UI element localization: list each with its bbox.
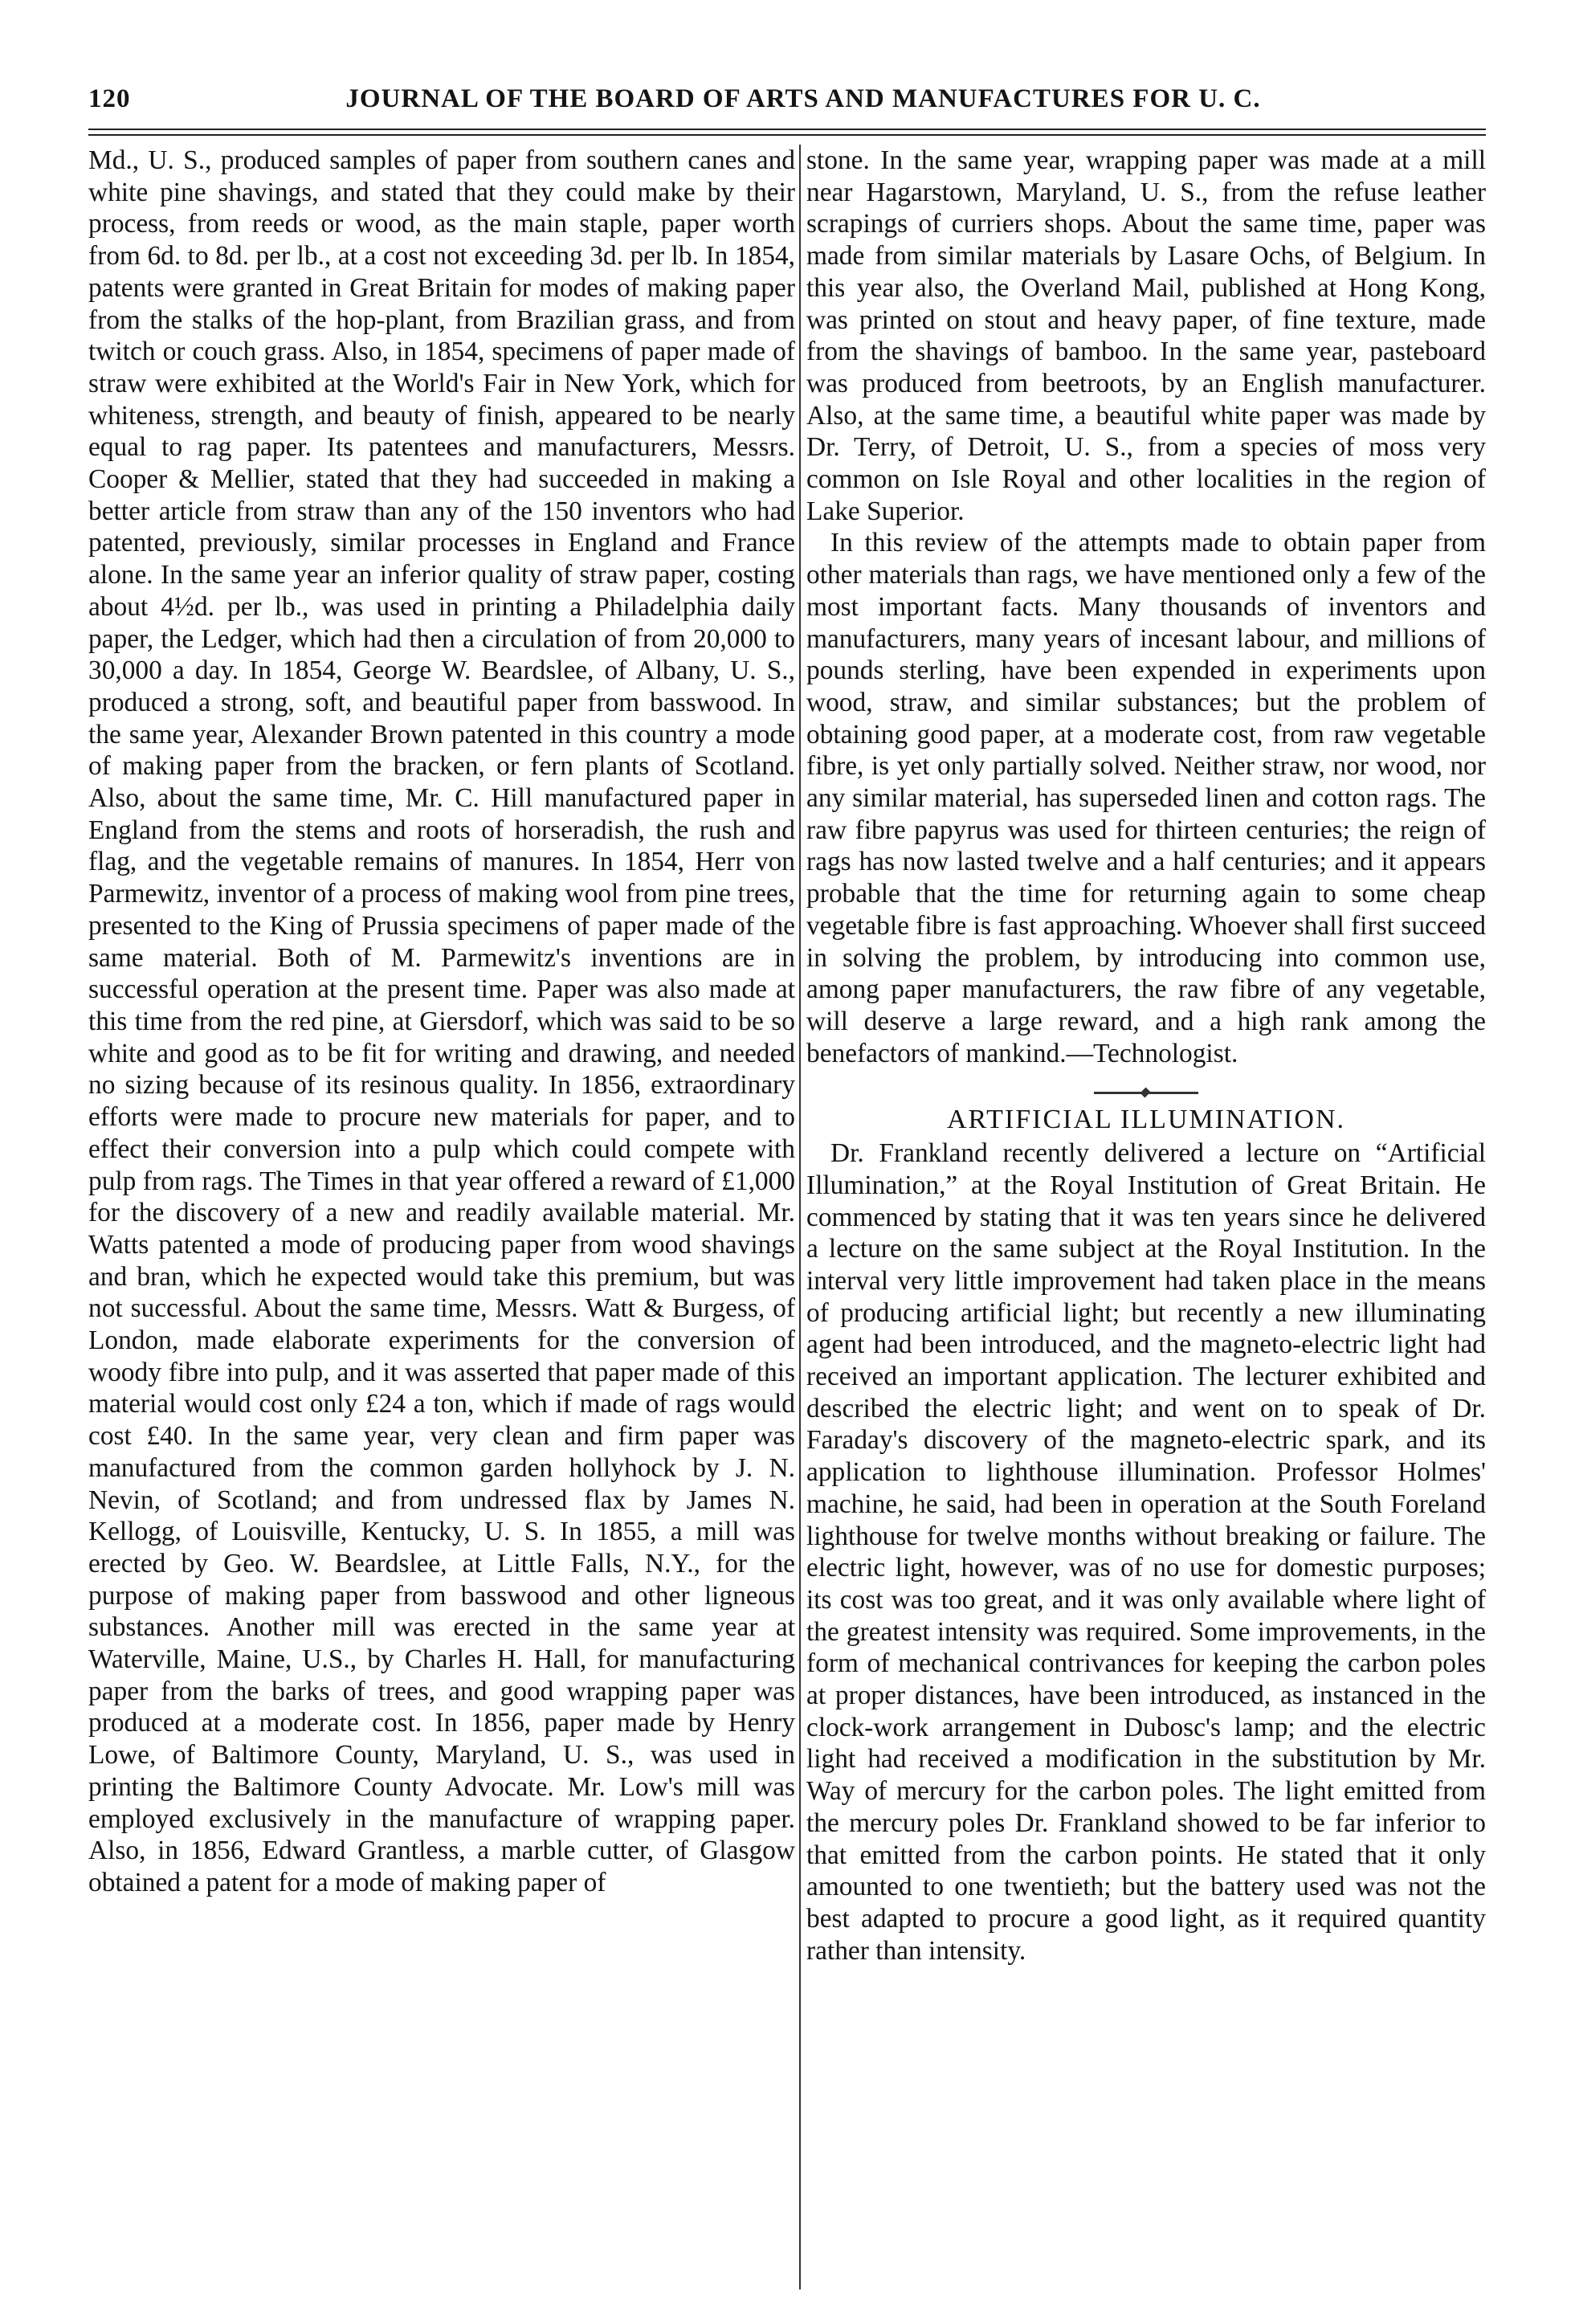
section-title: ARTIFICIAL ILLUMINATION.	[946, 1105, 1346, 1135]
right-column	[806, 145, 1486, 1967]
journal-title: JOURNAL OF THE BOARD OF ARTS AND MANUFACTURES FOR U. C.	[345, 84, 1261, 113]
header-rule	[88, 129, 1486, 136]
section-separator	[1094, 1092, 1198, 1094]
left-column	[88, 145, 795, 1899]
section-paragraph-1: Dr. Frankland recently delivered a lecture on “Artificial Illumination,” at the Royal Institution of Great Britain. He commenced by stating that it was ten years since he delivered a lecture on the same subject at the Royal Institution. In the interval very little improvement had taken place in the means of producing artificial light; but recently a new illuminating agent had been introduced, and the magneto-electric light had received an important application. The lecturer exhibited and described the electric light; and went on to speak of Dr. Faraday's discovery of the magneto-electric spark, and its application to lighthouse illumination. Professor Holmes' machine, he said, had been in operation at the South Foreland lighthouse for twelve months without breaking or failure. The electric light, however, was of no use for domestic purposes; its cost was too great, and it was only available where light of the greatest intensity was required. Some improvements, in the form of mechanical contrivances for keeping the carbon poles at proper distances, have been introduced, as instanced in the clock-work arrangement in Dubosc's lamp; and the electric light had received a modification in the substitution by Mr. Way of mercury for the carbon poles. The light emitted from the mercury poles Dr. Frankland showed to be far inferior to that emitted from the carbon points. He stated that it only amounted to one twentieth; but the battery used was not the best adapted to procure a good light, as it required quantity rather than intensity.	[806, 1138, 1486, 1966]
page-number: 120	[88, 84, 131, 113]
right-paragraph-2: In this review of the attempts made to obtain paper from other materials than rags, we have mentioned only a few of the most important facts. Many thousands of inventors and manufacturers, many years of incesant labour, and millions of pounds sterling, have been expended in experiments upon wood, straw, and similar substances; but the problem of obtaining good paper, at a moderate cost, from raw vegetable fibre, is yet only partially solved. Neither straw, nor wood, nor any similar material, has superseded linen and cotton rags. The raw fibre papyrus was used for thirteen centuries; the reign of rags has now lasted twelve and a half centuries; and it appears probable that the time for returning again to some cheap vegetable fibre is fast approaching. Whoever shall first succeed in solving the problem, by introducing into common use, among paper manufacturers, the raw fibre of any vegetable, will deserve a large reward, and a high rank among the benefactors of mankind.—Technologist.	[806, 528, 1486, 1068]
left-paragraph-1: Md., U. S., produced samples of paper from southern canes and white pine shavings, and stated that they could make by their process, from reeds or wood, as the main staple, paper worth from 6d. to 8d. per lb., at a cost not exceeding 3d. per lb. In 1854, patents were granted in Great Britain for modes of making paper from the stalks of the hop-plant, from Brazilian grass, and from twitch or couch grass. Also, in 1854, specimens of paper made of straw were exhibited at the World's Fair in New York, which for whiteness, strength, and beauty of finish, appeared to be nearly equal to rag paper. Its patentees and manufacturers, Messrs. Cooper & Mellier, stated that they had succeeded in making a better article from straw than any of the 150 inventors who had patented, previously, similar processes in England and France alone. In the same year an inferior quality of straw paper, costing about 4½d. per lb., was used in printing a Philadelphia daily paper, the Ledger, which had then a circulation of from 20,000 to 30,000 a day. In 1854, George W. Beardslee, of Albany, U. S., produced a strong, soft, and beautiful paper from basswood. In the same year, Alexander Brown patented in this country a mode of making paper from the bracken, or fern plants of Scotland. Also, about the same time, Mr. C. Hill manufactured paper in England from the stems and roots of horseradish, the rush and flag, and the vegetable remains of manures. In 1854, Herr von Parmewitz, inventor of a process of making wool from pine trees, presented to the King of Prussia specimens of paper made of the same material. Both of M. Parmewitz's inventions are in successful operation at the present time. Paper was also made at this time from the red pine, at Giersdorf, which was said to be so white and good as to be fit for writing and drawing, and needed no sizing because of its resinous quality. In 1856, extraordinary efforts were made to procure new materials for paper, and to effect their conversion into a pulp which could compete with pulp from rags. The Times in that year offered a reward of £1,000 for the discovery of a new and readily available material. Mr. Watts patented a mode of producing paper from wood shavings and bran, which he expected would take this premium, but was not successful. About the same time, Messrs. Watt & Burgess, of London, made elaborate experiments for the conversion of woody fibre into pulp, and it was asserted that paper made of this material would cost only £24 a ton, which if made of rags would cost £40. In the same year, very clean and firm paper was manufactured from the common garden hollyhock by J. N. Nevin, of Scotland; and from undressed flax by James N. Kellogg, of Louisville, Kentucky, U. S. In 1855, a mill was erected by Geo. W. Beardslee, at Little Falls, N.Y., for the purpose of making paper from basswood and other ligneous substances. Another mill was erected in the same year at Waterville, Maine, U.S., by Charles H. Hall, for manufacturing paper from the barks of trees, and good wrapping paper was produced at a moderate cost. In 1856, paper made by Henry Lowe, of Baltimore County, Maryland, U. S., was used in printing the Baltimore County Advocate. Mr. Low's mill was employed exclusively in the manufacture of wrapping paper. Also, in 1856, Edward Grantless, a marble cutter, of Glasgow obtained a patent for a mode of making paper of	[88, 145, 795, 1897]
right-paragraph-1: stone. In the same year, wrapping paper was made at a mill near Hagarstown, Maryland, U. S., from the refuse leather scrapings of curriers shops. About the same time, paper was made from similar materials by Lasare Ochs, of Belgium. In this year also, the Overland Mail, published at Hong Kong, was printed on stout and heavy paper, of fine texture, made from the shavings of bamboo. In the same year, pasteboard was produced from beetroots, by an English manufacturer. Also, at the same time, a beautiful white paper was made by Dr. Terry, of Detroit, U. S., from a species of moss very common on Isle Royal and other localities in the region of Lake Superior.	[806, 145, 1486, 526]
column-divider	[799, 145, 801, 2289]
running-head	[88, 84, 1486, 114]
